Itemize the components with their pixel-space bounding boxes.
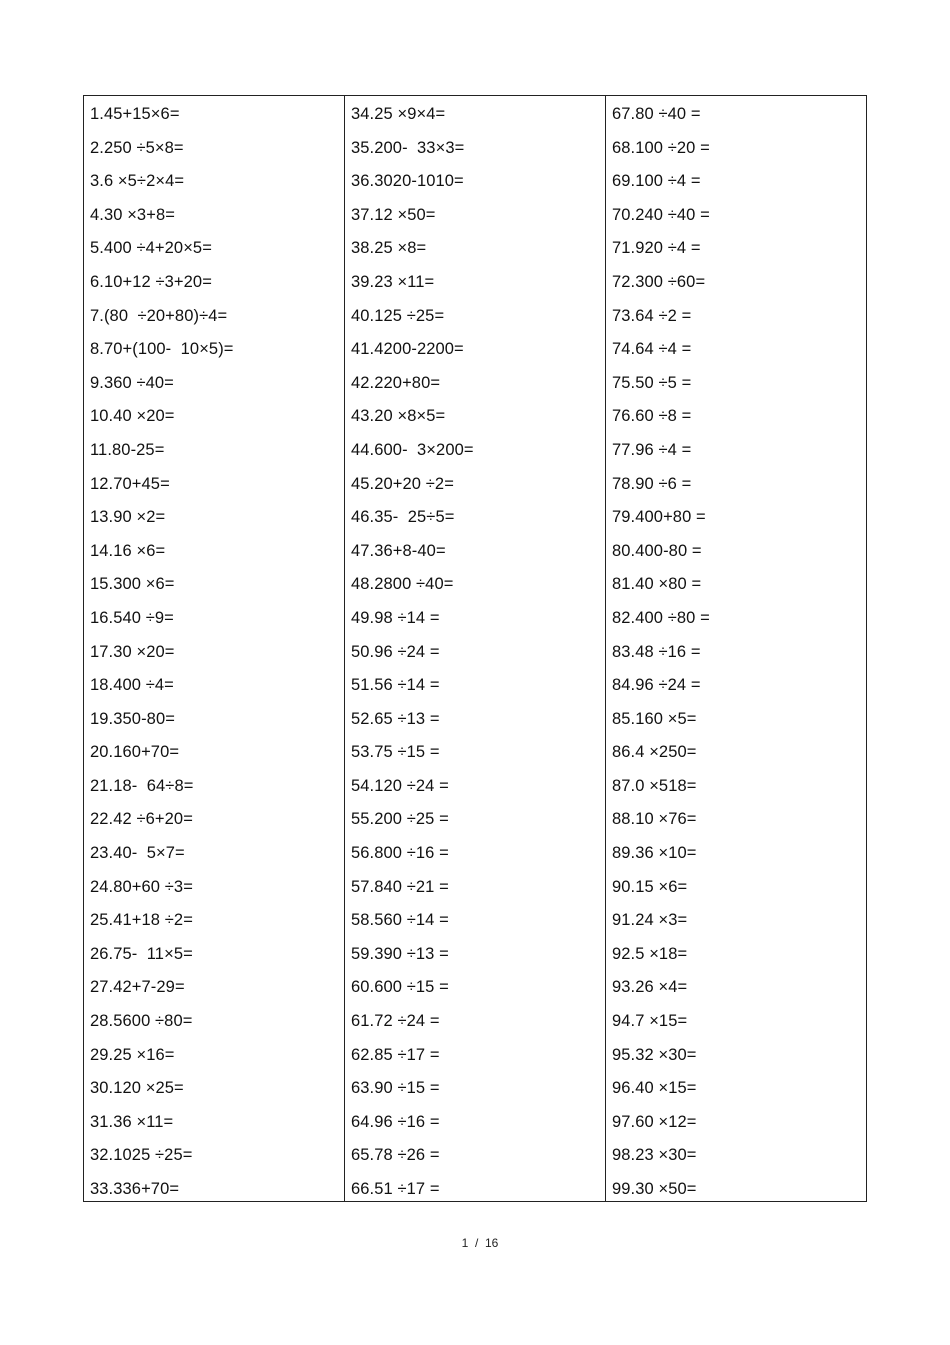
problem-cell: 1.45+15×6= bbox=[90, 105, 180, 123]
problem-cell: 14.16 ×6= bbox=[90, 541, 166, 560]
problem-cell: 93.26 ×4= bbox=[612, 978, 688, 997]
problem-cell: 15.300 ×6= bbox=[90, 575, 175, 594]
problem-cell: 97.60 ×12= bbox=[612, 1112, 697, 1131]
problem-cell: 25.41+18 ÷2= bbox=[90, 911, 193, 930]
problem-cell: 13.90 ×2= bbox=[90, 508, 166, 527]
worksheet-column-1 bbox=[84, 96, 344, 1201]
problem-cell: 18.400 ÷4= bbox=[90, 676, 174, 695]
problem-cell: 73.64 ÷2 = bbox=[612, 306, 692, 325]
problem-cell: 64.96 ÷16 = bbox=[351, 1112, 440, 1131]
problem-cell: 21.18- 64÷8= bbox=[90, 776, 194, 795]
problem-cell: 80.400-80 = bbox=[612, 541, 702, 560]
problem-cell: 94.7 ×15= bbox=[612, 1012, 688, 1031]
problem-cell: 72.300 ÷60= bbox=[612, 272, 706, 291]
problem-cell: 7.(80 ÷20+80)÷4= bbox=[90, 306, 228, 325]
problem-cell: 24.80+60 ÷3= bbox=[90, 877, 193, 896]
problem-cell: 39.23 ×11= bbox=[351, 272, 435, 291]
worksheet-column-2 bbox=[344, 96, 605, 1201]
problem-cell: 61.72 ÷24 = bbox=[351, 1012, 440, 1031]
problem-cell: 28.5600 ÷80= bbox=[90, 1012, 193, 1031]
problem-cell: 98.23 ×30= bbox=[612, 1146, 697, 1165]
page-number: 1 / 16 bbox=[461, 1236, 499, 1250]
problem-cell: 11.80-25= bbox=[90, 440, 165, 459]
problem-cell: 30.120 ×25= bbox=[90, 1079, 184, 1098]
problem-cell: 70.240 ÷40 = bbox=[612, 205, 710, 224]
problem-cell: 46.35- 25÷5= bbox=[351, 508, 455, 527]
problem-cell: 42.220+80= bbox=[351, 373, 441, 392]
problem-cell: 63.90 ÷15 = bbox=[351, 1079, 440, 1098]
problem-cell: 29.25 ×16= bbox=[90, 1045, 175, 1064]
problem-cell: 27.42+7-29= bbox=[90, 978, 185, 997]
problem-cell: 54.120 ÷24 = bbox=[351, 776, 449, 795]
problem-cell: 40.125 ÷25= bbox=[351, 306, 445, 325]
problem-cell: 49.98 ÷14 = bbox=[351, 608, 440, 627]
problem-cell: 90.15 ×6= bbox=[612, 877, 688, 896]
problem-cell: 3.6 ×5÷2×4= bbox=[90, 172, 185, 191]
problem-cell: 91.24 ×3= bbox=[612, 911, 688, 930]
problem-cell: 45.20+20 ÷2= bbox=[351, 474, 454, 493]
problem-cell: 37.12 ×50= bbox=[351, 205, 436, 224]
problem-cell: 32.1025 ÷25= bbox=[90, 1146, 193, 1165]
problem-cell: 82.400 ÷80 = bbox=[612, 608, 710, 627]
problem-cell: 50.96 ÷24 = bbox=[351, 642, 440, 661]
problem-cell: 57.840 ÷21 = bbox=[351, 877, 449, 896]
problem-cell: 20.160+70= bbox=[90, 743, 180, 762]
problem-cell: 84.96 ÷24 = bbox=[612, 676, 701, 695]
problem-cell: 43.20 ×8×5= bbox=[351, 407, 446, 426]
problem-cell: 23.40- 5×7= bbox=[90, 844, 185, 863]
problem-cell: 67.80 ÷40 = bbox=[612, 105, 701, 123]
problem-cell: 77.96 ÷4 = bbox=[612, 440, 692, 459]
problem-cell: 81.40 ×80 = bbox=[612, 575, 702, 594]
problem-cell: 22.42 ÷6+20= bbox=[90, 810, 193, 829]
problem-cell: 56.800 ÷16 = bbox=[351, 844, 449, 863]
problem-cell: 59.390 ÷13 = bbox=[351, 944, 449, 963]
problem-cell: 2.250 ÷5×8= bbox=[90, 138, 184, 157]
problem-cell: 10.40 ×20= bbox=[90, 407, 175, 426]
problem-cell: 34.25 ×9×4= bbox=[351, 105, 446, 123]
problem-cell: 75.50 ÷5 = bbox=[612, 373, 692, 392]
problem-cell: 71.920 ÷4 = bbox=[612, 239, 701, 258]
problem-cell: 79.400+80 = bbox=[612, 508, 706, 527]
problem-cell: 60.600 ÷15 = bbox=[351, 978, 449, 997]
problem-cell: 88.10 ×76= bbox=[612, 810, 697, 829]
problem-cell: 76.60 ÷8 = bbox=[612, 407, 692, 426]
problem-cell: 68.100 ÷20 = bbox=[612, 138, 710, 157]
problem-cell: 69.100 ÷4 = bbox=[612, 172, 701, 191]
problem-cell: 96.40 ×15= bbox=[612, 1079, 697, 1098]
problem-cell: 52.65 ÷13 = bbox=[351, 709, 440, 728]
problem-cell: 55.200 ÷25 = bbox=[351, 810, 449, 829]
problem-cell: 99.30 ×50= bbox=[612, 1180, 697, 1198]
problem-cell: 92.5 ×18= bbox=[612, 944, 688, 963]
problem-cell: 12.70+45= bbox=[90, 474, 170, 493]
problem-cell: 26.75- 11×5= bbox=[90, 944, 193, 963]
problem-cell: 33.336+70= bbox=[90, 1180, 180, 1198]
problem-cell: 5.400 ÷4+20×5= bbox=[90, 239, 212, 258]
problem-cell: 66.51 ÷17 = bbox=[351, 1180, 440, 1198]
problem-cell: 16.540 ÷9= bbox=[90, 608, 174, 627]
problem-cell: 51.56 ÷14 = bbox=[351, 676, 440, 695]
problem-cell: 85.160 ×5= bbox=[612, 709, 697, 728]
worksheet-table bbox=[83, 95, 867, 1202]
worksheet-column-3 bbox=[605, 96, 866, 1201]
problem-cell: 44.600- 3×200= bbox=[351, 440, 474, 459]
problem-cell: 74.64 ÷4 = bbox=[612, 340, 692, 359]
problem-cell: 83.48 ÷16 = bbox=[612, 642, 701, 661]
problem-cell: 4.30 ×3+8= bbox=[90, 205, 175, 224]
problem-cell: 47.36+8-40= bbox=[351, 541, 446, 560]
problem-cell: 58.560 ÷14 = bbox=[351, 911, 449, 930]
problem-cell: 36.3020-1010= bbox=[351, 172, 464, 191]
problem-cell: 87.0 ×518= bbox=[612, 776, 697, 795]
problem-cell: 48.2800 ÷40= bbox=[351, 575, 454, 594]
problem-cell: 62.85 ÷17 = bbox=[351, 1045, 440, 1064]
problem-cell: 78.90 ÷6 = bbox=[612, 474, 692, 493]
problem-cell: 89.36 ×10= bbox=[612, 844, 697, 863]
problem-cell: 95.32 ×30= bbox=[612, 1045, 697, 1064]
problem-cell: 19.350-80= bbox=[90, 709, 175, 728]
problem-cell: 17.30 ×20= bbox=[90, 642, 175, 661]
problem-cell: 41.4200-2200= bbox=[351, 340, 464, 359]
problem-cell: 9.360 ÷40= bbox=[90, 373, 174, 392]
problem-cell: 86.4 ×250= bbox=[612, 743, 697, 762]
problem-cell: 65.78 ÷26 = bbox=[351, 1146, 440, 1165]
problem-cell: 31.36 ×11= bbox=[90, 1112, 174, 1131]
problem-cell: 8.70+(100- 10×5)= bbox=[90, 340, 234, 359]
problem-cell: 6.10+12 ÷3+20= bbox=[90, 272, 212, 291]
problem-cell: 35.200- 33×3= bbox=[351, 138, 465, 157]
problem-cell: 53.75 ÷15 = bbox=[351, 743, 440, 762]
problem-cell: 38.25 ×8= bbox=[351, 239, 427, 258]
